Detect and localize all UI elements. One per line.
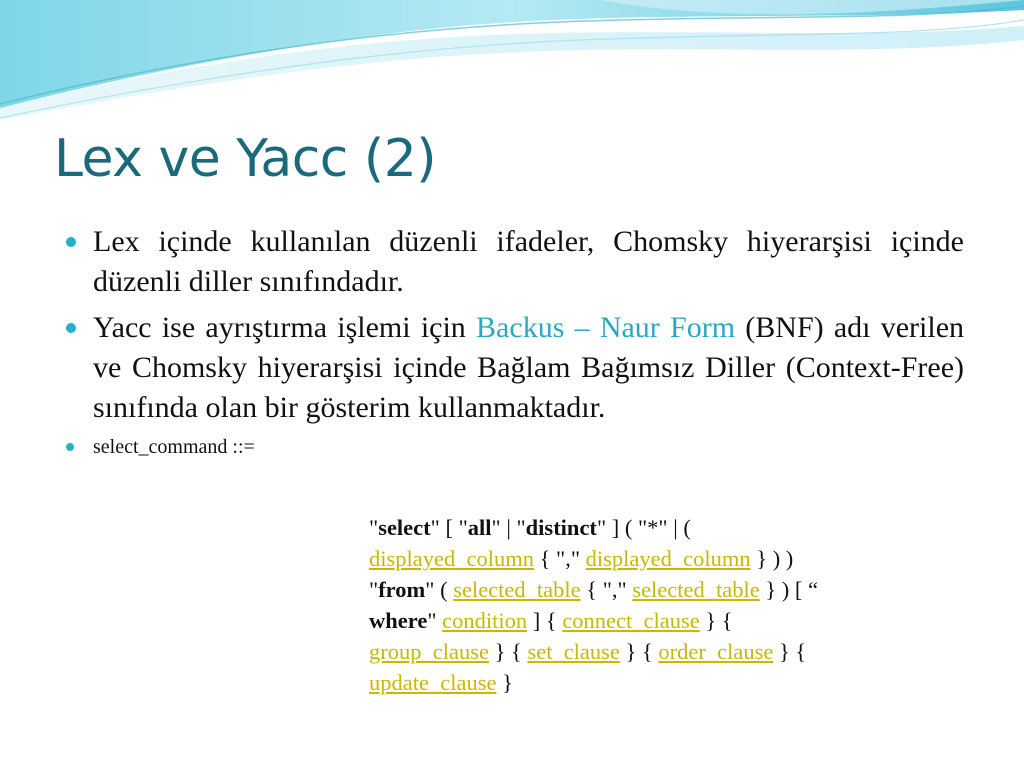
bullet-text-pre: Yacc ise ayrıştırma işlemi için <box>93 311 477 344</box>
bullet-list <box>66 222 964 460</box>
bullet-item-lex <box>66 222 964 302</box>
link-displayed-column[interactable]: displayed_column <box>585 546 751 571</box>
link-order-clause[interactable]: order_clause <box>658 639 774 664</box>
link-set-clause[interactable]: set_clause <box>527 639 620 664</box>
grammar-text: } { <box>699 608 733 633</box>
keyword-from: from <box>378 577 426 602</box>
bullet-dot-icon <box>66 323 76 333</box>
bullet-dot-icon <box>66 443 74 451</box>
grammar-line <box>369 512 965 543</box>
grammar-text: " ( <box>425 577 454 602</box>
grammar-text: " [ " <box>430 515 468 540</box>
bullet-text: select_command ::= <box>93 436 255 458</box>
bullet-item-yacc <box>66 308 964 428</box>
link-selected-table[interactable]: selected_table <box>453 577 581 602</box>
grammar-text: " | " <box>491 515 526 540</box>
grammar-line <box>369 574 965 605</box>
bullet-text: Lex içinde kullanılan düzenli ifadeler, Chomsky hiyerarşisi içinde düzenli diller sınıfındadır. <box>93 225 964 298</box>
link-update-clause[interactable]: update_clause <box>369 670 497 695</box>
keyword-select: select <box>378 515 431 540</box>
grammar-text: } ) ) <box>750 546 794 571</box>
bullet-dot-icon <box>66 237 76 247</box>
keyword-where: where <box>369 608 428 633</box>
grammar-text: { "," <box>580 577 633 602</box>
grammar-text: } ) [ “ <box>759 577 819 602</box>
link-condition[interactable]: condition <box>442 608 528 633</box>
grammar-text: { "," <box>533 546 586 571</box>
link-selected-table[interactable]: selected_table <box>632 577 760 602</box>
bullet-item-select <box>66 434 964 460</box>
grammar-text: } { <box>619 639 659 664</box>
grammar-line <box>369 605 965 636</box>
grammar-line <box>369 636 965 667</box>
grammar-text: } { <box>488 639 528 664</box>
grammar-text: } <box>496 670 513 695</box>
header-wave-decoration <box>0 0 1024 130</box>
bnf-highlight: Backus – Naur Form <box>476 311 736 344</box>
link-group-clause[interactable]: group_clause <box>369 639 489 664</box>
slide-title: Lex ve Yacc (2) <box>54 129 437 189</box>
link-connect-clause[interactable]: connect_clause <box>562 608 700 633</box>
link-displayed-column[interactable]: displayed_column <box>369 546 534 571</box>
keyword-all: all <box>467 515 492 540</box>
grammar-text: " <box>369 577 379 602</box>
grammar-text: " ] ( "*" | ( <box>596 515 691 540</box>
grammar-line <box>369 667 965 698</box>
grammar-text: " <box>369 515 379 540</box>
keyword-distinct: distinct <box>525 515 597 540</box>
grammar-text: " <box>427 608 443 633</box>
bullet-text-post: (BNF) adı verilen ve Chomsky hiyerarşisi içinde Bağlam Bağımsız Diller (Context-Free) sınıfında olan bir gösterim kullanmaktadır. <box>93 311 965 424</box>
grammar-line <box>369 543 965 574</box>
grammar-text: ] { <box>527 608 563 633</box>
grammar-block <box>369 512 965 698</box>
grammar-text: } { <box>773 639 807 664</box>
